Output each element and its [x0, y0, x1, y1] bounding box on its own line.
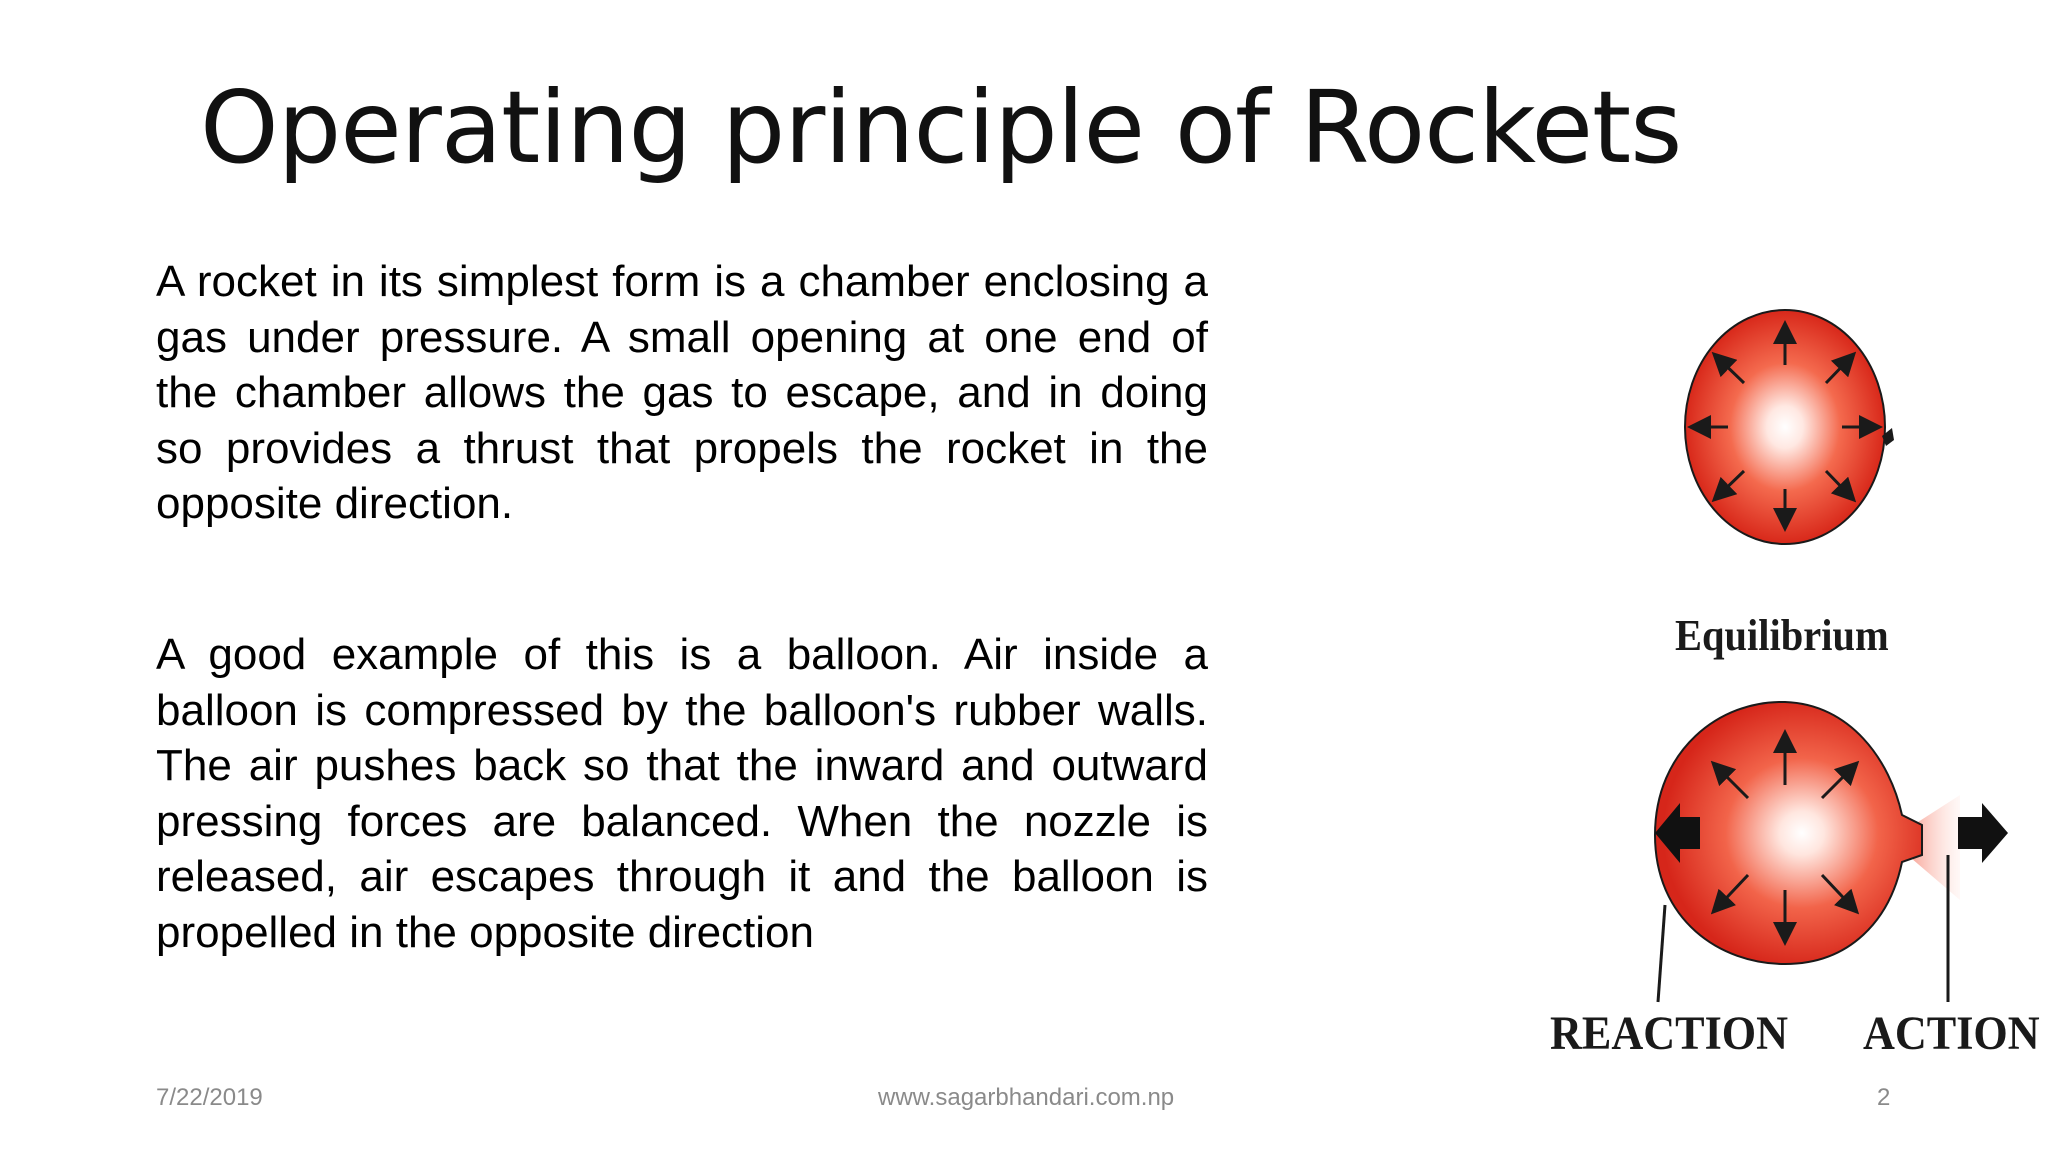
action-label: ACTION [1863, 1007, 2040, 1060]
action-arrow-icon [1958, 803, 2008, 863]
equilibrium-balloon [1685, 310, 1894, 544]
slide-title: Operating principle of Rockets [200, 69, 1682, 186]
paragraph-balloon-example: A good example of this is a balloon. Air inside a balloon is compressed by the balloon's rubber walls. The air pushes back so that the inward and outward pressing forces are balanced. When the nozzle is released, air escapes through it and the balloon is propelled in the opposite direction [156, 630, 1208, 957]
equilibrium-label: Equilibrium [1675, 611, 1889, 660]
footer-date: 7/22/2019 [156, 1084, 263, 1111]
balloon-diagram [1530, 250, 2040, 1090]
footer-page-number: 2 [1877, 1084, 1891, 1111]
balloon-diagram-graphic [1530, 250, 2040, 1090]
paragraph-rocket-definition: A rocket in its simplest form is a chamber enclosing a gas under pressure. A small opening at one end of the chamber allows the gas to escape, and in doing so provides a thrust that propels the rocket in the opposite direction. [156, 257, 1208, 528]
footer-website: www.sagarbhandari.com.np [878, 1084, 1175, 1111]
released-balloon [1655, 702, 2008, 1002]
reaction-label: REACTION [1550, 1007, 1789, 1060]
